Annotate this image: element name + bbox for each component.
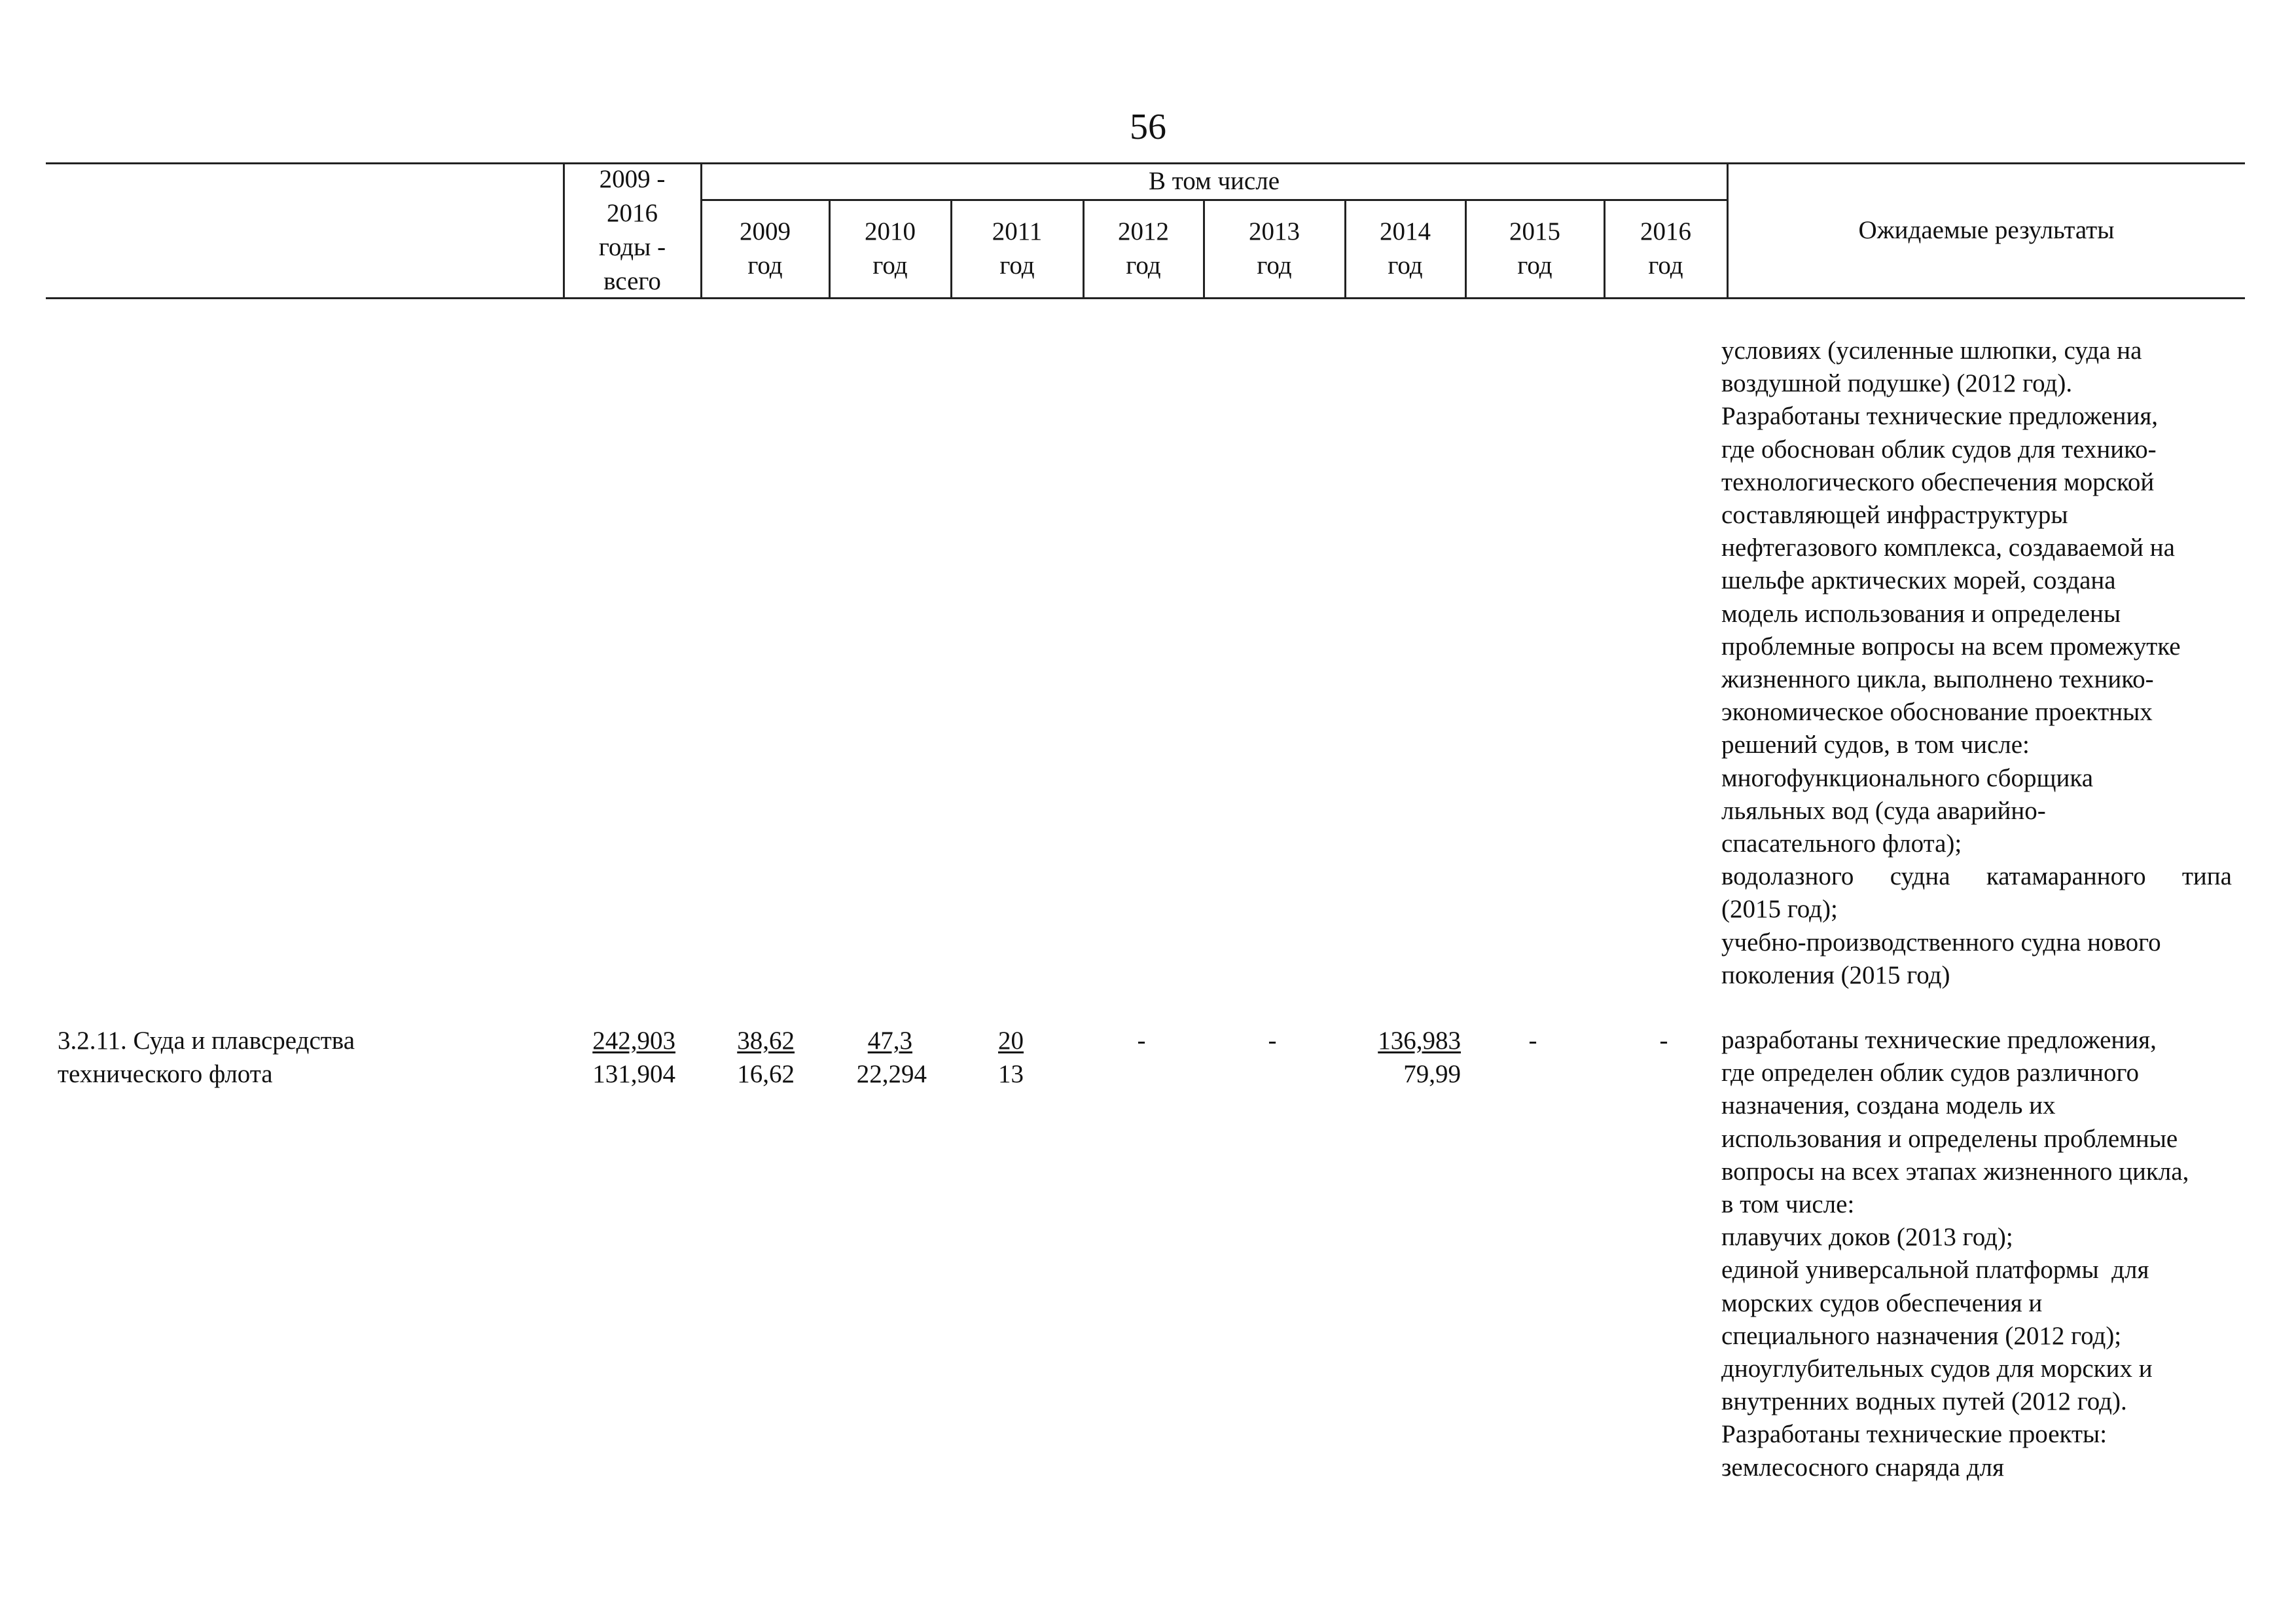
results-line: водолазного судна катамаранного типа bbox=[1721, 862, 2232, 891]
header-total-line: 2016 bbox=[607, 199, 658, 227]
results-line: где обоснован облик судов для технико- bbox=[1721, 435, 2157, 464]
results-line: землесосного снаряда для bbox=[1721, 1453, 2004, 1482]
results-line: воздушной подушке) (2012 год). bbox=[1721, 369, 2073, 398]
results-line: технологического обеспечения морской bbox=[1721, 467, 2155, 496]
table-header-bottom-rule bbox=[46, 297, 2245, 299]
results-line: в том числе: bbox=[1721, 1190, 1855, 1219]
results-line: морских судов обеспечения и bbox=[1721, 1288, 2043, 1317]
results-line: единой универсальной платформы для bbox=[1721, 1256, 2149, 1285]
row-2015-value: - bbox=[1528, 1027, 1537, 1055]
row-2012-value: - bbox=[1137, 1027, 1146, 1055]
results-line: использования и определены проблемные bbox=[1721, 1124, 2178, 1153]
results-line: проблемные вопросы на всем промежутке bbox=[1721, 632, 2181, 661]
header-year-2013: 2013 год bbox=[1249, 217, 1300, 280]
results-line: специального назначения (2012 год); bbox=[1721, 1321, 2122, 1350]
results-line: (2015 год); bbox=[1721, 895, 1838, 924]
results-line: где определен облик судов различного bbox=[1721, 1059, 2139, 1087]
results-line: внутренних водных путей (2012 год). bbox=[1721, 1387, 2127, 1416]
continued-results-text bbox=[1721, 335, 2232, 992]
results-line: Разработаны технические предложения, bbox=[1721, 402, 2159, 431]
row-2013-value: - bbox=[1268, 1027, 1277, 1055]
header-year-2010: 2010 год bbox=[865, 217, 916, 280]
header-total-line: 2009 - bbox=[599, 165, 666, 193]
page-number: 56 bbox=[1130, 107, 1166, 147]
results-line: экономическое обоснование проектных bbox=[1721, 698, 2153, 727]
header-results: Ожидаемые результаты bbox=[1858, 216, 2115, 244]
results-line: льяльных вод (суда аварийно- bbox=[1721, 796, 2046, 825]
results-line: шельфе арктических морей, создана bbox=[1721, 566, 2116, 595]
results-line: решений судов, в том числе: bbox=[1721, 731, 2030, 759]
row-total-value: 242,903 131,904 bbox=[592, 1027, 675, 1088]
results-line: плавучих доков (2013 год); bbox=[1721, 1223, 2013, 1252]
header-total-line: всего bbox=[603, 267, 661, 295]
results-line: нефтегазового комплекса, создаваемой на bbox=[1721, 534, 2175, 562]
row-2016-value: - bbox=[1659, 1027, 1668, 1055]
header-year-2011: 2011 год bbox=[992, 217, 1043, 280]
row-2010-value: 47,3 22,294 bbox=[856, 1027, 927, 1088]
header-year-2009: 2009 год bbox=[740, 217, 791, 280]
row-2009-value: 38,62 16,62 bbox=[737, 1027, 795, 1088]
results-line: поколения (2015 год) bbox=[1721, 960, 1950, 989]
results-line: дноуглубительных судов для морских и bbox=[1721, 1355, 2153, 1383]
header-total-line: годы - bbox=[598, 233, 666, 261]
header-year-2015: 2015 год bbox=[1509, 217, 1560, 280]
results-line: модель использования и определены bbox=[1721, 599, 2121, 628]
row-2011-value: 20 13 bbox=[998, 1027, 1024, 1088]
results-line: разработаны технические предложения, bbox=[1721, 1026, 2157, 1054]
results-line: назначения, создана модель их bbox=[1721, 1091, 2056, 1120]
results-line: многофункционального сборщика bbox=[1721, 763, 2094, 792]
results-line: учебно-производственного судна нового bbox=[1721, 928, 2161, 957]
results-line: Разработаны технические проекты: bbox=[1721, 1420, 2108, 1449]
results-line: спасательного флота); bbox=[1721, 830, 1962, 858]
results-line: составляющей инфраструктуры bbox=[1721, 501, 2068, 530]
row-2014-value: 136,983 79,99 bbox=[1378, 1027, 1461, 1088]
header-year-2016: 2016 год bbox=[1640, 217, 1691, 280]
results-line: условиях (усиленные шлюпки, суда на bbox=[1721, 337, 2142, 365]
header-total-column bbox=[564, 164, 700, 297]
header-year-2014: 2014 год bbox=[1380, 217, 1431, 280]
row-results-text bbox=[1721, 1024, 2232, 1484]
header-year-2012: 2012 год bbox=[1118, 217, 1169, 280]
results-line: вопросы на всех этапах жизненного цикла, bbox=[1721, 1157, 2189, 1186]
results-line: жизненного цикла, выполнено технико- bbox=[1721, 665, 2154, 694]
header-group-label: В том числе bbox=[1148, 167, 1280, 195]
row-title: 3.2.11. Суда и плавсредства технического флота bbox=[58, 1027, 355, 1088]
